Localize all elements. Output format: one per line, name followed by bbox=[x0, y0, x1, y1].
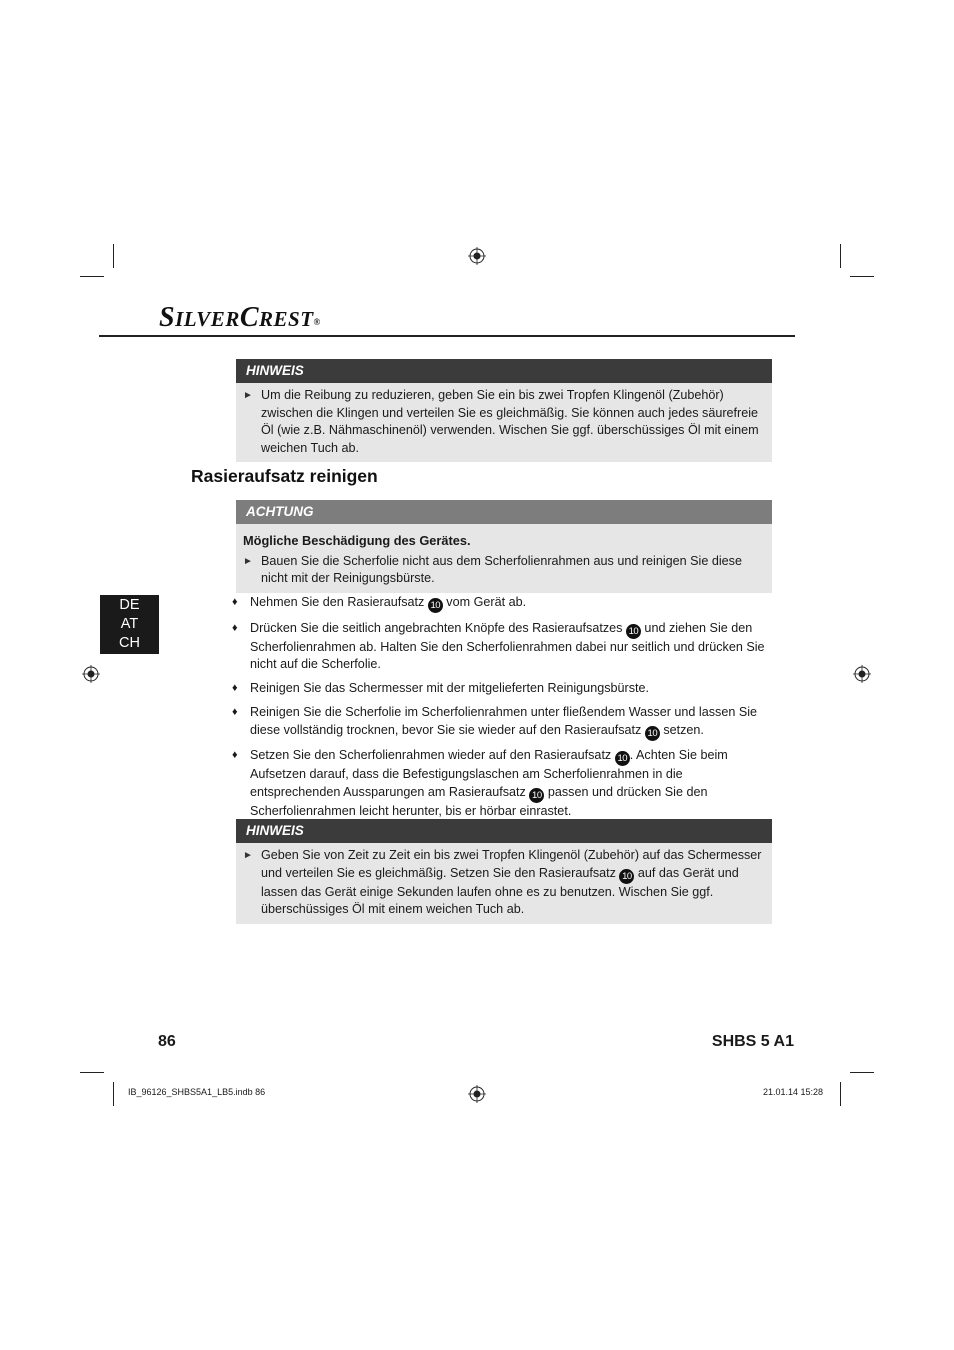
ref-number-badge: 10 bbox=[428, 598, 443, 613]
registration-mark-icon bbox=[468, 247, 486, 265]
crop-mark bbox=[840, 1082, 841, 1106]
crop-mark bbox=[80, 276, 104, 277]
lang-at: AT bbox=[120, 616, 139, 632]
warning-text: Bauen Sie die Scherfolie nicht aus dem Scherfolienrahmen aus und reinigen Sie diese nicht mit der Reinigungsbürste. bbox=[261, 553, 742, 585]
ref-number-badge: 10 bbox=[645, 726, 660, 741]
note-text: Um die Reibung zu reduzieren, geben Sie ein bis zwei Tropfen Klingenöl (Zubehör) zwischen die Klingen und verteilen Sie es gleichmäßig. Sie können auch jedes säurefreie Öl (wie z.B. Nähmaschinenöl) verwenden. Wischen Sie ggf. überschüssiges Öl mit einem weichen Tuch ab. bbox=[261, 388, 759, 455]
list-item: ♦ Reinigen Sie die Scherfolie im Scherfolienrahmen unter fließendem Wasser und lassen Sie diese vollständig trocknen, bevor Sie sie wieder auf den Rasieraufsatz 10 setzen. bbox=[232, 705, 758, 739]
print-slug-date: 21.01.14 15:28 bbox=[763, 1087, 824, 1097]
diamond-bullet-icon: ♦ bbox=[232, 596, 238, 608]
diamond-bullet-icon: ♦ bbox=[232, 749, 238, 761]
lang-de: DE bbox=[119, 597, 140, 613]
header-rule bbox=[99, 335, 795, 337]
registration-mark-icon bbox=[468, 1085, 486, 1103]
crop-mark bbox=[850, 1072, 874, 1073]
note-title: HINWEIS bbox=[236, 819, 772, 843]
page-number: 86 bbox=[158, 1033, 176, 1050]
crop-mark bbox=[850, 276, 874, 277]
language-tab bbox=[100, 595, 159, 654]
silvercrest-logo: SILVERCREST® bbox=[159, 302, 321, 333]
registration-mark-icon bbox=[82, 665, 100, 683]
ref-number-badge: 10 bbox=[615, 751, 630, 766]
note-title: HINWEIS bbox=[236, 359, 772, 383]
warning-subtitle: Mögliche Beschädigung des Gerätes. bbox=[243, 533, 471, 548]
ref-number-badge: 10 bbox=[626, 624, 641, 639]
crop-mark bbox=[113, 1082, 114, 1106]
list-item: ♦ Nehmen Sie den Rasieraufsatz 10 vom Gerät ab. bbox=[232, 595, 527, 611]
registration-mark-icon bbox=[853, 665, 871, 683]
diamond-bullet-icon: ♦ bbox=[232, 682, 238, 694]
crop-mark bbox=[113, 244, 114, 268]
warning-box bbox=[236, 500, 772, 593]
arrow-bullet-icon: ► bbox=[243, 390, 253, 401]
print-slug-file: IB_96126_SHBS5A1_LB5.indb 86 bbox=[128, 1087, 266, 1097]
list-item: ♦ Reinigen Sie das Schermesser mit der mitgelieferten Reinigungsbürste. bbox=[232, 680, 774, 698]
note-text: Geben Sie von Zeit zu Zeit ein bis zwei Tropfen Klingenöl (Zubehör) auf das Schermesser und verteilen Sie es gleichmäßig. Setzen Sie den Rasieraufsatz 10 auf das Gerät und lassen das Gerät einige Sekunden laufen ohne es zu benutzen. Wischen Sie ggf. überschüssiges Öl mit einem weichen Tuch ab. bbox=[261, 848, 762, 916]
steps-list bbox=[232, 594, 774, 827]
ref-number-badge: 10 bbox=[619, 869, 634, 884]
note-box bbox=[236, 819, 772, 924]
arrow-bullet-icon: ► bbox=[243, 850, 253, 861]
arrow-bullet-icon: ► bbox=[243, 555, 253, 567]
list-item: ♦ Setzen Sie den Scherfolienrahmen wieder auf den Rasieraufsatz 10 . Achten Sie beim Aufsetzen darauf, dass die Befestigungslaschen am Scherfolienrahmen in die entsprechenden Aussparungen am Rasieraufsatz 10 passen und drücken Sie den Scherfolienrahmen leicht herunter, bis er hörbar einrastet. bbox=[232, 747, 774, 820]
crop-mark bbox=[80, 1072, 104, 1073]
crop-mark bbox=[840, 244, 841, 268]
section-title: Rasieraufsatz reinigen bbox=[191, 466, 378, 486]
note-box bbox=[236, 359, 772, 462]
diamond-bullet-icon: ♦ bbox=[232, 621, 238, 634]
ref-number-badge: 10 bbox=[529, 788, 544, 803]
model-number: SHBS 5 A1 bbox=[711, 1033, 794, 1050]
warning-title: ACHTUNG bbox=[236, 500, 772, 524]
diamond-bullet-icon: ♦ bbox=[232, 706, 238, 718]
lang-ch: CH bbox=[119, 635, 140, 651]
list-item: ♦ Drücken Sie die seitlich angebrachten Knöpfe des Rasieraufsatzes 10 und ziehen Sie den Scherfolienrahmen ab. Halten Sie den Scherfolienrahmen dabei nur seitlich und drücken Sie nicht auf die Scherfolie. bbox=[232, 620, 774, 674]
